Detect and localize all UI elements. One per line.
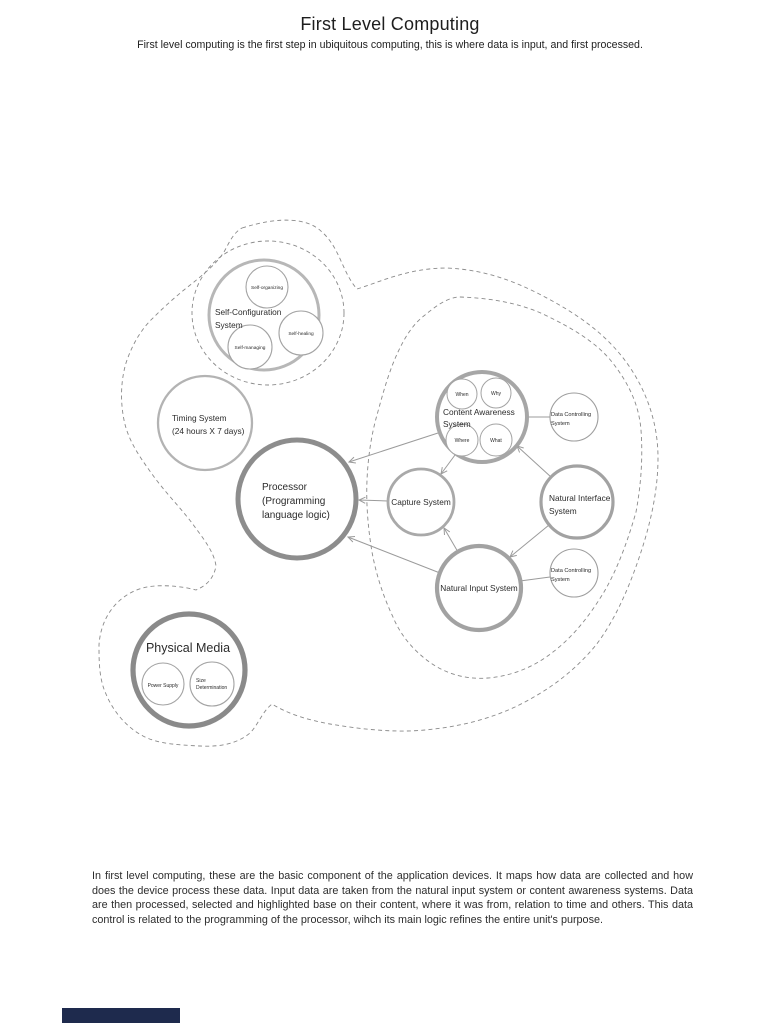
when-label: When — [455, 392, 469, 398]
size-determination-circle — [190, 662, 234, 706]
physical-media-label: Physical Media — [145, 641, 231, 655]
self-managing-label: Self-managing — [234, 346, 266, 351]
connector-natural-input-to-processor — [348, 537, 440, 573]
natural-interface-label-1: Natural Interface — [549, 493, 611, 503]
self-healing-label: Self-healing — [288, 332, 314, 337]
self-configuration-label-2: System — [215, 320, 243, 330]
self-configuration-label-1: Self-Configuration — [215, 307, 282, 317]
self-organizing-label: Self-organizing — [251, 286, 283, 291]
capture-system-label: Capture System — [391, 497, 451, 507]
content-awareness-label-2: System — [443, 419, 471, 429]
connector-capture-to-processor — [359, 500, 388, 501]
connector-content-awareness-to-capture — [441, 455, 455, 474]
page-title: First Level Computing — [300, 14, 480, 34]
data-controlling-bottom-label-2: System — [551, 577, 570, 583]
connector-natural-interface-to-natural-input — [510, 525, 549, 557]
what-label: What — [490, 438, 502, 444]
data-controlling-top-label-1: Data Controlling — [551, 412, 592, 418]
processor-label-3: language logic) — [262, 510, 330, 521]
connector-content-awareness-to-processor — [349, 433, 438, 462]
data-controlling-bottom-label-1: Data Controlling — [551, 568, 592, 574]
connector-natural-input-data-controlling — [520, 577, 550, 581]
why-label: Why — [491, 391, 501, 397]
natural-input-label: Natural Input System — [440, 583, 518, 593]
size-determination-label-2: Determination — [196, 685, 228, 691]
data-controlling-top-label-2: System — [551, 421, 570, 427]
power-supply-label: Power Supply — [147, 683, 179, 689]
page-subtitle: First level computing is the first step in ubiquitous computing, this is where data is input, and first processed. — [137, 39, 643, 51]
where-label: Where — [454, 438, 470, 444]
footer-paragraph: In first level computing, these are the basic component of the application devices. It maps how data are collected and how does the device process these data. Input data are taken from the natural input system or content awareness systems. Data are then processed, selected and highlighted base on their content, where it was from, relation to time and others. This data control is related to the programming of the processor, wihch its main logic refines the entire unit's purpose. — [92, 870, 693, 927]
natural-interface-label-2: System — [549, 506, 577, 516]
connector-natural-input-to-capture — [444, 528, 458, 552]
timing-system-label-1: Timing System — [172, 413, 227, 423]
footer-bar — [62, 1008, 180, 1023]
size-determination-label-1: Size — [196, 678, 206, 684]
content-awareness-label-1: Content Awareness — [443, 407, 515, 417]
processor-label-1: Processor — [262, 482, 308, 493]
timing-system-label-2: (24 hours X 7 days) — [172, 426, 245, 436]
timing-system-circle — [158, 376, 252, 470]
processor-label-2: (Programming — [262, 496, 326, 507]
connector-natural-interface-to-content-awareness — [517, 446, 551, 477]
